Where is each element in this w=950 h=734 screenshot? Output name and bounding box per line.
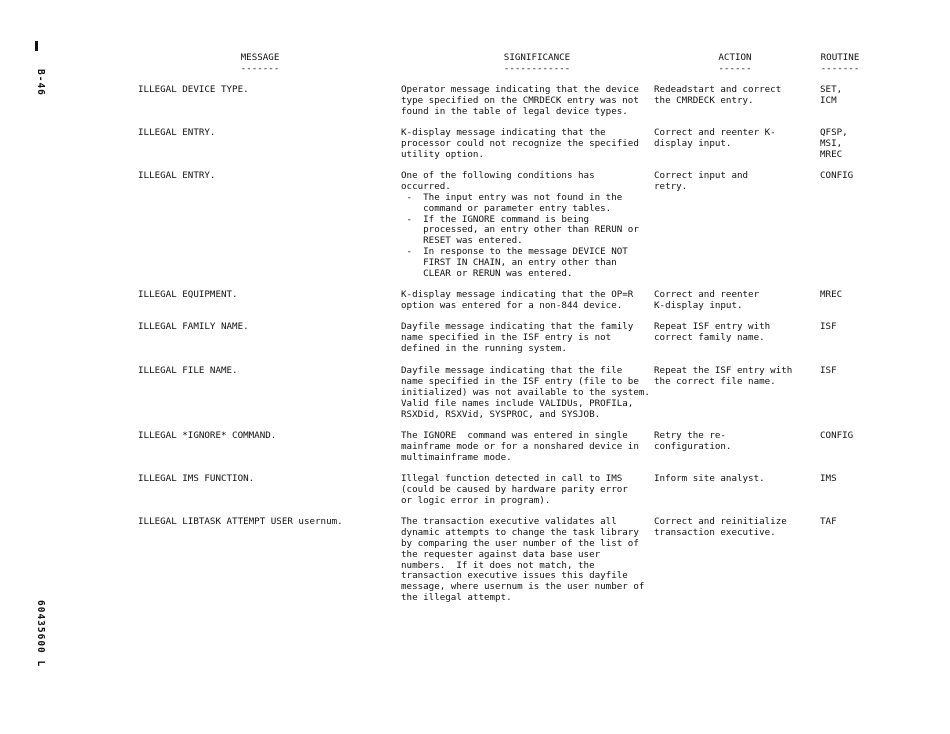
header-routine-underline: ------- [820,62,860,74]
significance-cell-line: FIRST IN CHAIN, an entry other than [401,257,617,269]
significance-cell [401,171,651,280]
significance-cell-line: name specified in the ISF entry (file to be [401,375,639,387]
action-cell [654,171,814,193]
action-cell-line: the correct file name. [654,375,776,387]
routine-cell [820,431,880,442]
significance-cell-line: option was entered for a non-844 device. [401,299,623,311]
significance-cell [401,290,651,312]
page-number: B-46 [35,69,46,96]
action-cell-line: transaction executive. [654,526,776,538]
routine-cell-line: TAF [820,516,837,527]
action-cell [654,290,814,312]
significance-cell-line: mainframe mode or for a nonshared device in [401,440,639,452]
message-cell: ILLEGAL IMS FUNCTION. [138,473,255,484]
header-significance [437,53,637,75]
significance-cell-line: (could be caused by hardware parity error [401,483,628,495]
message-cell: ILLEGAL DEVICE TYPE. [138,84,249,95]
significance-cell-line: occurred. [401,180,451,192]
message-cell: ILLEGAL EQUIPMENT. [138,289,238,300]
header-action [695,53,775,75]
routine-cell-line: CONFIG [820,430,854,441]
significance-cell-line: The transaction executive validates all [401,516,617,527]
significance-cell-line: type specified on the CMRDECK entry was not [401,94,639,106]
action-cell-line: Correct and reinitialize [654,516,787,527]
action-cell-line: Correct and reenter K- [654,127,776,138]
margin-bar-mark [35,41,38,51]
significance-cell-line: K-display message indicating that the OP=R [401,289,634,300]
significance-cell-line: command or parameter entry tables. [401,202,612,214]
significance-cell-line: initialized) was not available to the system. [401,386,650,398]
significance-cell-line: processor could not recognize the specified [401,137,639,149]
routine-cell-line: MREC [820,148,843,160]
action-cell-line: Inform site analyst. [654,473,765,484]
significance-cell-line: message, where usernum is the user number of [401,581,645,593]
header-routine-label: ROUTINE [820,52,860,63]
significance-cell-line: the illegal attempt. [401,592,512,604]
routine-cell-line: MSI, [820,137,843,149]
significance-cell [401,128,651,161]
significance-cell-line: One of the following conditions has [401,170,595,181]
significance-cell-line: processed, an entry other than RERUN or [401,224,639,236]
significance-cell [401,517,651,604]
routine-cell-line: QFSP, [820,127,848,138]
action-cell [654,322,814,344]
significance-cell [401,474,651,507]
header-action-label: ACTION [718,52,752,63]
significance-cell-line: multimainframe mode. [401,451,512,463]
routine-cell-line: ICM [820,94,837,106]
header-message [180,53,340,75]
message-cell: ILLEGAL ENTRY. [138,127,216,138]
significance-cell-line: or logic error in program). [401,494,551,506]
message-cell: ILLEGAL LIBTASK ATTEMPT USER usernum. [138,516,343,527]
significance-cell-line: defined in the running system. [401,342,567,354]
routine-cell [820,474,880,485]
routine-cell-line: CONFIG [820,170,854,181]
action-cell [654,128,814,150]
significance-cell-line: - If the IGNORE command is being [401,213,590,225]
routine-cell [820,128,880,161]
significance-cell-line: utility option. [401,148,484,160]
header-routine [800,53,880,75]
routine-cell-line: ISF [820,365,837,376]
significance-cell [401,85,651,118]
message-cell: ILLEGAL ENTRY. [138,170,216,181]
routine-cell-line: ISF [820,321,837,332]
action-cell [654,366,814,388]
significance-cell-line: Operator message indicating that the device [401,84,639,95]
significance-cell-line: RSXDid, RSXVid, SYSPROC, and SYSJOB. [401,408,601,420]
significance-cell-line: the requester against data base user [401,548,601,560]
action-cell-line: Correct input and [654,170,749,181]
header-message-underline: ------- [240,62,280,74]
action-cell-line: the CMRDECK entry. [654,94,754,106]
action-cell-line: Correct and reenter [654,289,760,300]
message-cell: ILLEGAL FAMILY NAME. [138,321,249,332]
routine-cell [820,85,880,107]
significance-cell-line: found in the table of legal device types. [401,105,628,117]
header-significance-underline: ------------ [503,62,571,74]
significance-cell-line: The IGNORE command was entered in single [401,430,628,441]
significance-cell-line: numbers. If it does not match, the [401,559,595,571]
action-cell-line: retry. [654,180,688,192]
document-number: 60435600 L [35,600,46,668]
routine-cell-line: MREC [820,289,843,300]
message-cell: ILLEGAL *IGNORE* COMMAND. [138,430,277,441]
action-cell-line: K-display input. [654,299,743,311]
significance-cell-line: Dayfile message indicating that the family [401,321,634,332]
action-cell [654,85,814,107]
significance-cell-line: Illegal function detected in call to IMS [401,473,623,484]
routine-cell [820,517,880,528]
significance-cell [401,322,651,355]
routine-cell [820,366,880,377]
significance-cell-line: Valid file names include VALIDUs, PROFILa, [401,397,634,409]
header-significance-label: SIGNIFICANCE [503,52,571,63]
significance-cell-line: transaction executive issues this dayfile [401,570,628,582]
action-cell-line: Redeadstart and correct [654,84,782,95]
significance-cell-line: Dayfile message indicating that the file [401,365,623,376]
significance-cell-line: CLEAR or RERUN was entered. [401,268,573,280]
routine-cell-line: IMS [820,473,837,484]
significance-cell-line: dynamic attempts to change the task library [401,526,639,538]
routine-cell [820,290,880,301]
action-cell [654,474,814,485]
action-cell-line: Repeat ISF entry with [654,321,771,332]
significance-cell-line: name specified in the ISF entry is not [401,331,612,343]
message-cell: ILLEGAL FILE NAME. [138,365,238,376]
significance-cell-line: RESET was entered. [401,235,523,247]
action-cell [654,517,814,539]
action-cell [654,431,814,453]
significance-cell [401,366,651,420]
action-cell-line: configuration. [654,440,732,452]
routine-cell [820,171,880,182]
significance-cell [401,431,651,464]
header-message-label: MESSAGE [240,52,280,63]
significance-cell-line: - The input entry was not found in the [401,191,623,203]
significance-cell-line: - In response to the message DEVICE NOT [401,246,628,258]
action-cell-line: Retry the re- [654,430,726,441]
action-cell-line: Repeat the ISF entry with [654,365,793,376]
routine-cell-line: SET, [820,84,843,95]
action-cell-line: display input. [654,137,732,149]
header-action-underline: ------ [718,62,752,74]
routine-cell [820,322,880,333]
action-cell-line: correct family name. [654,331,765,343]
significance-cell-line: K-display message indicating that the [401,127,606,138]
significance-cell-line: by comparing the user number of the list of [401,537,639,549]
